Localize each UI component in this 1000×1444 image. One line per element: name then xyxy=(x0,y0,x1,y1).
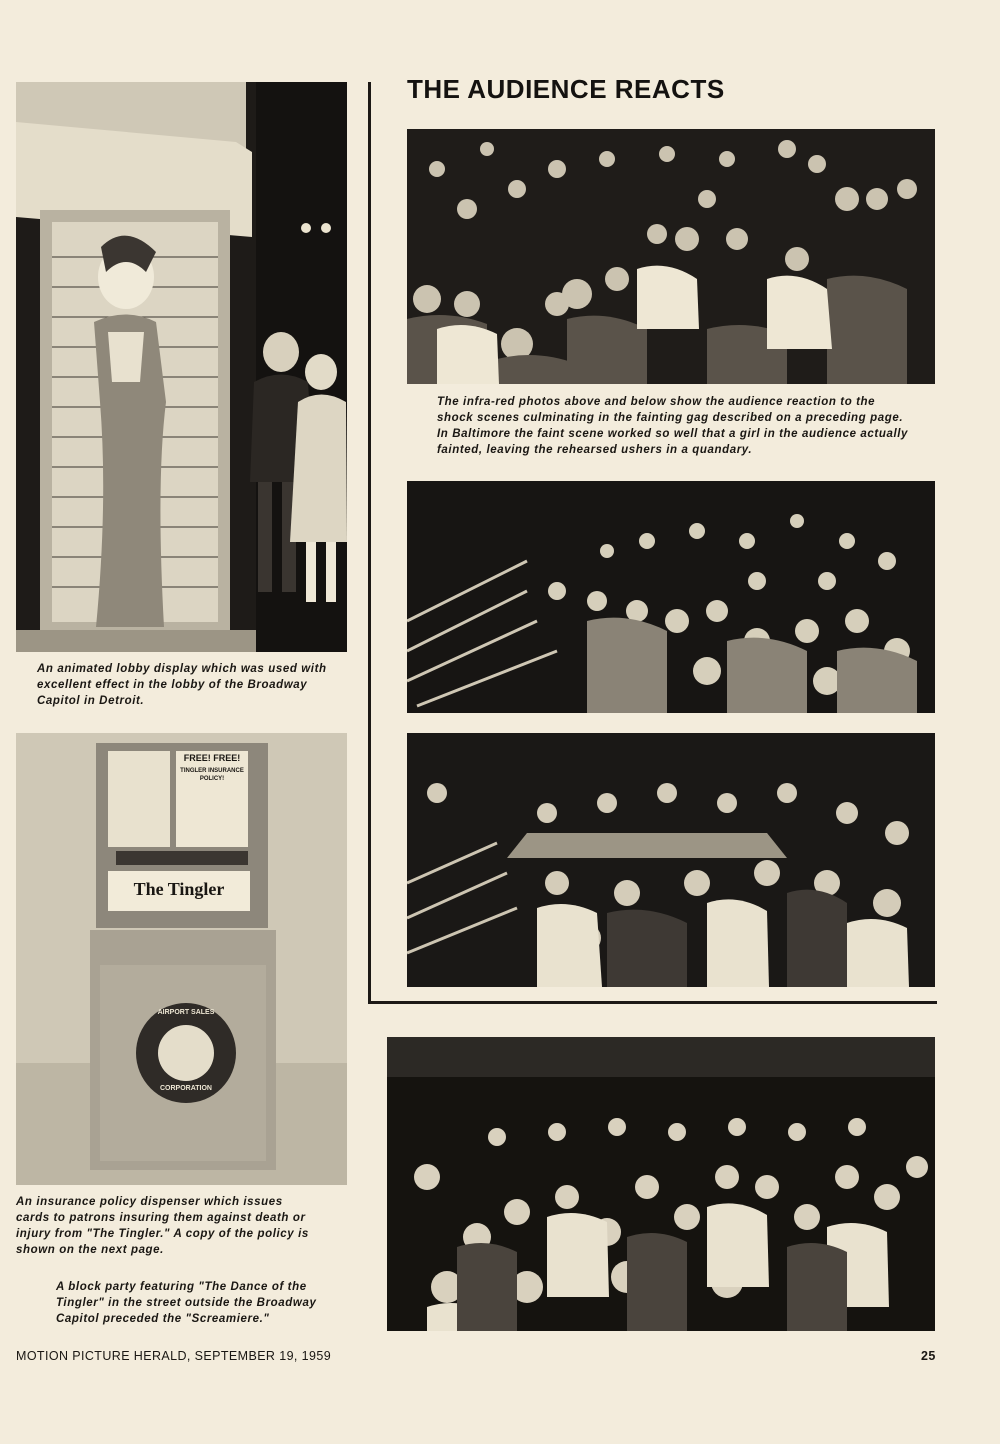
insurance-card-title: FREE! FREE! xyxy=(183,753,241,763)
dispenser-photo xyxy=(16,733,347,1185)
insurance-card-subtitle: TINGLER INSURANCE POLICY! xyxy=(180,768,244,782)
page-headline: THE AUDIENCE REACTS xyxy=(407,74,725,104)
lobby-display-caption: An animated lobby display which was used with excellent effect in the lobby of the Broadway Capitol in Detroit. xyxy=(37,663,327,707)
footer-masthead: MOTION PICTURE HERALD, SEPTEMBER 19, 1959 xyxy=(16,1349,332,1363)
block-party-caption: A block party featuring "The Dance of the Tingler" in the street outside the Broadway Capitol preceded the "Screamiere." xyxy=(56,1281,317,1325)
emblem-top-text: AIRPORT SALES xyxy=(157,1009,215,1016)
audience-caption: The infra-red photos above and below show the audience reaction to the shock scenes culminating in the fainting gag described on a preceding page. In Baltimore the faint scene worked so well that a girl in the audience actually fainted, leaving the rehearsed ushers in a quandary. xyxy=(437,396,909,456)
page-number: 25 xyxy=(921,1349,936,1363)
audience-photo-1 xyxy=(407,129,935,384)
audience-photo-2 xyxy=(407,481,935,713)
section-rule-horizontal xyxy=(368,1001,937,1004)
block-party-photo xyxy=(387,1037,935,1331)
section-rule-vertical xyxy=(368,82,371,1004)
emblem-bottom-text: CORPORATION xyxy=(160,1085,212,1092)
lobby-display-photo xyxy=(16,82,347,652)
dispenser-caption: An insurance policy dispenser which issues cards to patrons insuring them against death or injury from "The Tingler." A copy of the policy is shown on the next page. xyxy=(16,1196,309,1256)
audience-photo-3 xyxy=(407,733,935,987)
dispenser-brand-label: The Tingler xyxy=(133,879,225,899)
